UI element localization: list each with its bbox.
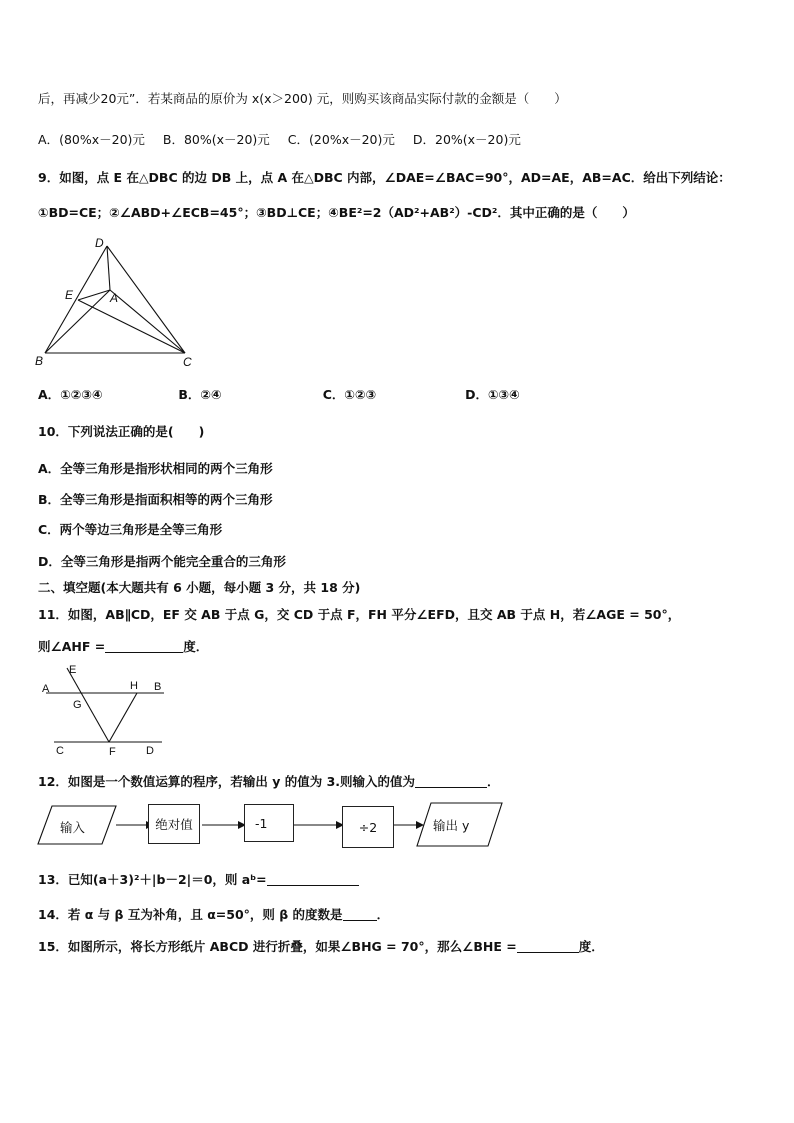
q11-parallel-lines-figure [38,660,178,760]
q13-answer-blank[interactable] [267,873,359,886]
q15-stem: 15．如图所示，将长方形纸片 ABCD 进行折叠，如果∠BHG = 70°，那么∠BHE = 度． [38,939,604,954]
label-c: C [56,745,64,757]
flow-abs-box: 绝对值 [148,804,200,844]
q8-option-c[interactable]: C．(20%x－20)元 [287,132,395,147]
q15-answer-blank[interactable] [517,940,579,953]
q9-triangle-figure [30,232,210,372]
q10-option-d[interactable]: D．全等三角形是指两个能完全重合的三角形 [38,554,286,569]
q9-option-d[interactable]: D．①③④ [465,387,520,402]
q12-answer-blank[interactable] [415,775,487,788]
flow-minus-one-box: -1 [244,804,294,842]
label-h: H [130,680,138,692]
q8-option-d[interactable]: D．20%(x－20)元 [412,132,521,147]
label-e: E [65,288,74,302]
q8-options [38,130,521,148]
label-d: D [95,236,104,250]
segment-db [45,246,107,353]
label-e: E [69,664,77,676]
q11-answer-blank[interactable] [105,640,183,653]
segment-ab [45,290,110,353]
q9-option-b[interactable]: B．②④ [178,387,222,402]
flow-output-label: 输出 y [433,818,470,833]
label-a: A [42,683,50,695]
q11-stem-line2: 则∠AHF = 度． [38,639,209,654]
line-fh [109,693,137,742]
label-g: G [73,699,82,711]
q9-options [38,385,520,403]
segment-da [107,246,110,290]
q11-stem-line1: 11．如图，AB∥CD，EF 交 AB 于点 G，交 CD 于点 F，FH 平分∠EFD，且交 AB 于点 H，若∠AGE = 50°， [38,607,681,622]
q10-option-b[interactable]: B．全等三角形是指面积相等的两个三角形 [38,492,273,507]
q13-stem: 13．已知(a＋3)²＋|b－2|＝0，则 aᵇ= [38,870,359,888]
label-b: B [154,681,162,693]
section-fill-in-title: 二、填空题(本大题共有 6 小题，每小题 3 分，共 18 分) [38,580,361,595]
flow-input-label: 输入 [60,820,86,835]
q8-option-b[interactable]: B．80%(x－20)元 [162,132,270,147]
label-a: A [110,291,119,305]
q8-option-a[interactable]: A．(80%x－20)元 [38,132,145,147]
q14-stem: 14．若 α 与 β 互为补角，且 α=50°，则 β 的度数是 ． [38,907,390,922]
segment-dc [107,246,185,353]
q10-stem: 10．下列说法正确的是( ) [38,424,205,439]
q12-stem: 12．如图是一个数值运算的程序，若输出 y 的值为 3.则输入的值为 ． [38,774,500,789]
q14-answer-blank[interactable] [343,908,377,921]
q9-option-c[interactable]: C．①②③ [322,387,377,402]
q9-option-a[interactable]: A．①②③④ [38,387,103,402]
q8-stem-tail: 后，再减少20元”．若某商品的原价为 x(x＞200) 元，则购买该商品实际付款的金额是（ ） [38,91,567,106]
flow-divide-box: ÷2 [342,806,394,848]
label-b: B [35,354,44,368]
label-c: C [183,355,192,369]
q9-stem-line2: ①BD=CE；②∠ABD+∠ECB=45°；③BD⊥CE；④BE²=2（AD²+AB²）-CD²．其中正确的是（ ） [38,205,635,220]
q10-option-c[interactable]: C．两个等边三角形是全等三角形 [38,522,223,537]
q9-stem-line1: 9．如图，点 E 在△DBC 的边 DB 上，点 A 在△DBC 内部，∠DAE=∠BAC=90°，AD=AE，AB=AC．给出下列结论： [38,170,731,185]
label-f: F [109,746,116,758]
label-d: D [146,745,154,757]
q10-option-a[interactable]: A．全等三角形是指形状相同的两个三角形 [38,461,273,476]
